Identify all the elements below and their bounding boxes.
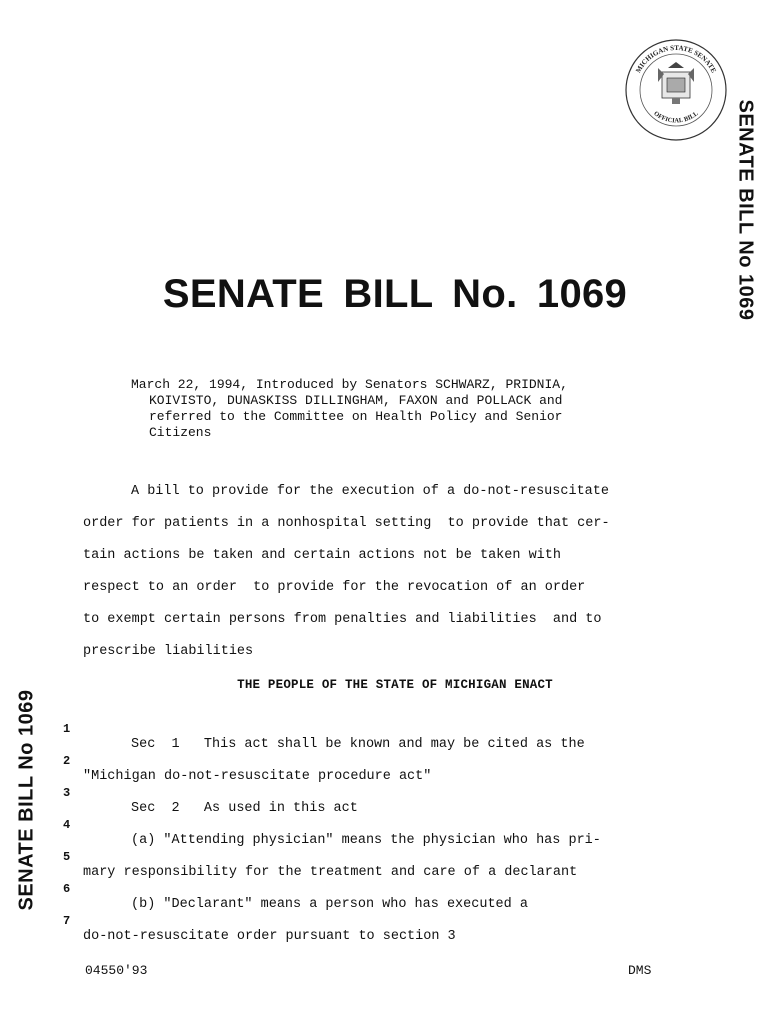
preamble-line: to exempt certain persons from penalties and liabilities and to <box>83 612 602 627</box>
svg-text:OFFICIAL BILL: OFFICIAL BILL <box>652 110 700 125</box>
side-label-right: SENATE BILL No 1069 <box>734 99 757 321</box>
document-code: 04550'93 <box>85 963 148 978</box>
drafter-initials: DMS <box>628 963 652 978</box>
line-number: 3 <box>63 786 71 800</box>
bill-line <box>0 803 760 848</box>
intro-line: referred to the Committee on Health Policy and Senior <box>149 409 563 424</box>
bill-line <box>0 899 760 944</box>
line-number: 4 <box>63 818 71 832</box>
intro-line: Citizens <box>149 425 212 440</box>
intro-line: March 22, 1994, Introduced by Senators SCHWARZ, PRIDNIA, <box>131 377 568 392</box>
line-text: Sec 1 This act shall be known and may be cited as the <box>131 737 585 752</box>
side-label-left: SENATE BILL No 1069 <box>15 689 38 911</box>
line-text: (b) "Declarant" means a person who has executed a <box>131 897 528 912</box>
enacting-clause: THE PEOPLE OF THE STATE OF MICHIGAN ENACT <box>237 678 553 692</box>
line-number: 1 <box>63 722 71 736</box>
bill-line <box>0 739 760 784</box>
preamble-line: prescribe liabilities <box>83 644 254 659</box>
line-text: mary responsibility for the treatment and care of a declarant <box>83 865 578 880</box>
line-number: 7 <box>63 914 71 928</box>
bill-line <box>0 771 760 816</box>
line-number: 5 <box>63 850 71 864</box>
introduction-block <box>131 377 568 441</box>
line-number: 6 <box>63 882 71 896</box>
line-text: "Michigan do-not-resuscitate procedure act" <box>83 769 432 784</box>
line-text: do-not-resuscitate order pursuant to section 3 <box>83 929 456 944</box>
preamble-block <box>83 484 610 676</box>
bill-line <box>0 707 760 752</box>
intro-line: KOIVISTO, DUNASKISS DILLINGHAM, FAXON and POLLACK and <box>149 393 563 408</box>
line-text: (a) "Attending physician" means the physician who has pri- <box>131 833 601 848</box>
bill-line <box>0 867 760 912</box>
preamble-line: A bill to provide for the execution of a do-not-resuscitate <box>131 484 609 499</box>
svg-text:MICHIGAN STATE SENATE: MICHIGAN STATE SENATE <box>634 43 718 75</box>
preamble-line: order for patients in a nonhospital setting to provide that cer- <box>83 516 610 531</box>
bill-line <box>0 835 760 880</box>
preamble-line: respect to an order to provide for the revocation of an order <box>83 580 586 595</box>
preamble-line: tain actions be taken and certain actions not be taken with <box>83 548 561 563</box>
senate-seal-logo <box>624 38 728 142</box>
line-text: Sec 2 As used in this act <box>131 801 358 816</box>
bill-title: SENATE BILL No. 1069 <box>162 272 628 316</box>
line-number: 2 <box>63 754 71 768</box>
